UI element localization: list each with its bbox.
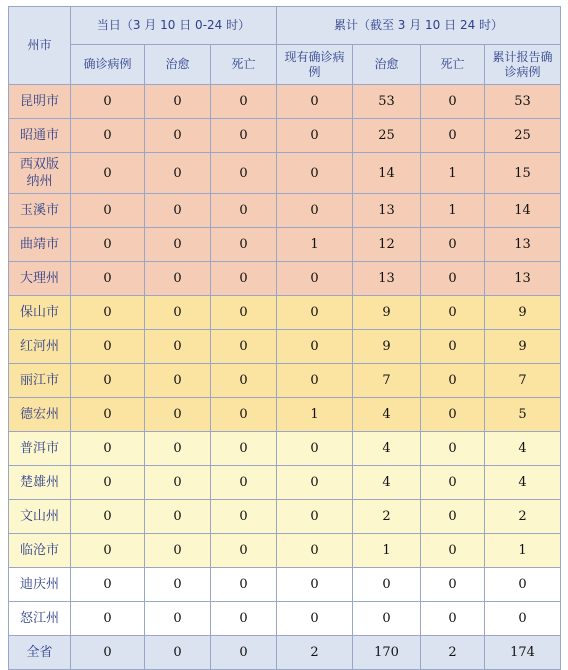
value-cell: 0 [145, 296, 211, 330]
value-cell: 0 [71, 296, 145, 330]
value-cell: 53 [353, 85, 421, 119]
table-body [9, 85, 561, 670]
value-cell: 2 [353, 500, 421, 534]
value-cell: 1 [421, 194, 485, 228]
city-cell: 红河州 [9, 330, 71, 364]
value-cell: 0 [211, 330, 277, 364]
city-cell: 普洱市 [9, 432, 71, 466]
value-cell: 0 [71, 534, 145, 568]
table-row [9, 602, 561, 636]
value-cell: 13 [353, 262, 421, 296]
city-cell: 临沧市 [9, 534, 71, 568]
value-cell: 0 [145, 153, 211, 194]
value-cell: 0 [421, 228, 485, 262]
table-row [9, 228, 561, 262]
value-cell: 0 [421, 568, 485, 602]
value-cell: 7 [353, 364, 421, 398]
value-cell: 0 [71, 432, 145, 466]
city-cell: 丽江市 [9, 364, 71, 398]
city-cell: 昆明市 [9, 85, 71, 119]
value-cell: 2 [421, 636, 485, 670]
value-cell: 0 [421, 602, 485, 636]
city-cell: 玉溪市 [9, 194, 71, 228]
value-cell: 0 [211, 153, 277, 194]
value-cell: 9 [353, 296, 421, 330]
value-cell: 0 [145, 194, 211, 228]
value-cell: 1 [421, 153, 485, 194]
value-cell: 0 [353, 602, 421, 636]
value-cell: 9 [485, 296, 561, 330]
value-cell: 0 [277, 194, 353, 228]
value-cell: 0 [71, 466, 145, 500]
city-cell: 文山州 [9, 500, 71, 534]
value-cell: 0 [71, 398, 145, 432]
value-cell: 0 [145, 432, 211, 466]
header-daily-death: 死亡 [211, 45, 277, 85]
city-cell: 西双版纳州 [9, 153, 71, 194]
value-cell: 0 [211, 262, 277, 296]
value-cell: 0 [421, 330, 485, 364]
table-row [9, 534, 561, 568]
value-cell: 0 [71, 228, 145, 262]
value-cell: 0 [211, 398, 277, 432]
city-cell: 楚雄州 [9, 466, 71, 500]
value-cell: 0 [277, 296, 353, 330]
value-cell: 0 [353, 568, 421, 602]
covid-stats-table [8, 6, 561, 670]
header-row-sub [9, 45, 561, 85]
value-cell: 0 [145, 364, 211, 398]
table-row [9, 432, 561, 466]
value-cell: 170 [353, 636, 421, 670]
value-cell: 0 [421, 262, 485, 296]
value-cell: 4 [485, 466, 561, 500]
value-cell: 0 [421, 85, 485, 119]
header-existing-confirmed: 现有确诊病例 [277, 45, 353, 85]
table-row [9, 85, 561, 119]
city-cell: 德宏州 [9, 398, 71, 432]
value-cell: 0 [71, 153, 145, 194]
value-cell: 0 [485, 602, 561, 636]
value-cell: 4 [485, 432, 561, 466]
value-cell: 0 [211, 432, 277, 466]
table-row [9, 636, 561, 670]
value-cell: 0 [211, 534, 277, 568]
table-row [9, 194, 561, 228]
value-cell: 1 [353, 534, 421, 568]
value-cell: 0 [71, 500, 145, 534]
value-cell: 1 [277, 398, 353, 432]
value-cell: 0 [211, 466, 277, 500]
header-cum-death: 死亡 [421, 45, 485, 85]
value-cell: 0 [277, 262, 353, 296]
value-cell: 1 [277, 228, 353, 262]
table-row [9, 153, 561, 194]
value-cell: 2 [277, 636, 353, 670]
header-daily: 当日（3 月 10 日 0-24 时） [71, 7, 277, 45]
value-cell: 0 [277, 330, 353, 364]
header-daily-confirmed: 确诊病例 [71, 45, 145, 85]
header-daily-cured: 治愈 [145, 45, 211, 85]
value-cell: 0 [277, 500, 353, 534]
table-row [9, 568, 561, 602]
header-city: 州市 [9, 7, 71, 85]
covid-stats-table-wrapper [8, 6, 561, 670]
value-cell: 0 [71, 330, 145, 364]
city-cell: 昭通市 [9, 119, 71, 153]
value-cell: 0 [145, 228, 211, 262]
value-cell: 0 [211, 500, 277, 534]
value-cell: 0 [71, 602, 145, 636]
value-cell: 0 [145, 119, 211, 153]
value-cell: 0 [145, 398, 211, 432]
value-cell: 0 [211, 296, 277, 330]
city-cell: 曲靖市 [9, 228, 71, 262]
value-cell: 0 [145, 330, 211, 364]
value-cell: 1 [485, 534, 561, 568]
table-row [9, 364, 561, 398]
value-cell: 4 [353, 432, 421, 466]
value-cell: 0 [277, 119, 353, 153]
value-cell: 0 [277, 602, 353, 636]
value-cell: 0 [211, 568, 277, 602]
value-cell: 0 [421, 432, 485, 466]
table-row [9, 262, 561, 296]
table-row [9, 296, 561, 330]
value-cell: 0 [71, 636, 145, 670]
table-row [9, 398, 561, 432]
value-cell: 0 [211, 364, 277, 398]
value-cell: 174 [485, 636, 561, 670]
value-cell: 4 [353, 398, 421, 432]
value-cell: 0 [71, 568, 145, 602]
value-cell: 0 [71, 85, 145, 119]
city-cell: 保山市 [9, 296, 71, 330]
value-cell: 0 [71, 119, 145, 153]
value-cell: 14 [485, 194, 561, 228]
value-cell: 0 [71, 262, 145, 296]
value-cell: 2 [485, 500, 561, 534]
table-row [9, 119, 561, 153]
value-cell: 5 [485, 398, 561, 432]
value-cell: 15 [485, 153, 561, 194]
city-cell: 怒江州 [9, 602, 71, 636]
value-cell: 9 [485, 330, 561, 364]
value-cell: 0 [211, 636, 277, 670]
header-cum-reported: 累计报告确诊病例 [485, 45, 561, 85]
value-cell: 0 [277, 153, 353, 194]
value-cell: 0 [145, 466, 211, 500]
value-cell: 0 [277, 364, 353, 398]
value-cell: 25 [485, 119, 561, 153]
value-cell: 0 [145, 636, 211, 670]
table-row [9, 466, 561, 500]
value-cell: 0 [211, 194, 277, 228]
value-cell: 0 [211, 602, 277, 636]
city-cell: 全省 [9, 636, 71, 670]
value-cell: 0 [277, 568, 353, 602]
value-cell: 0 [211, 228, 277, 262]
value-cell: 0 [145, 262, 211, 296]
value-cell: 0 [145, 534, 211, 568]
value-cell: 0 [421, 119, 485, 153]
city-cell: 迪庆州 [9, 568, 71, 602]
value-cell: 0 [421, 398, 485, 432]
value-cell: 25 [353, 119, 421, 153]
value-cell: 7 [485, 364, 561, 398]
value-cell: 0 [145, 85, 211, 119]
value-cell: 0 [421, 466, 485, 500]
value-cell: 0 [421, 534, 485, 568]
value-cell: 9 [353, 330, 421, 364]
value-cell: 13 [485, 262, 561, 296]
table-row [9, 330, 561, 364]
value-cell: 0 [145, 500, 211, 534]
value-cell: 0 [277, 534, 353, 568]
value-cell: 0 [145, 568, 211, 602]
value-cell: 0 [277, 85, 353, 119]
city-cell: 大理州 [9, 262, 71, 296]
value-cell: 53 [485, 85, 561, 119]
value-cell: 0 [277, 466, 353, 500]
value-cell: 14 [353, 153, 421, 194]
value-cell: 13 [485, 228, 561, 262]
table-row [9, 500, 561, 534]
value-cell: 0 [211, 85, 277, 119]
value-cell: 0 [421, 364, 485, 398]
value-cell: 0 [145, 602, 211, 636]
value-cell: 0 [277, 432, 353, 466]
value-cell: 0 [211, 119, 277, 153]
value-cell: 12 [353, 228, 421, 262]
value-cell: 0 [421, 296, 485, 330]
value-cell: 0 [485, 568, 561, 602]
header-row-top [9, 7, 561, 45]
header-cumulative: 累计（截至 3 月 10 日 24 时） [277, 7, 561, 45]
value-cell: 4 [353, 466, 421, 500]
value-cell: 0 [71, 194, 145, 228]
value-cell: 0 [71, 364, 145, 398]
header-cum-cured: 治愈 [353, 45, 421, 85]
value-cell: 13 [353, 194, 421, 228]
value-cell: 0 [421, 500, 485, 534]
